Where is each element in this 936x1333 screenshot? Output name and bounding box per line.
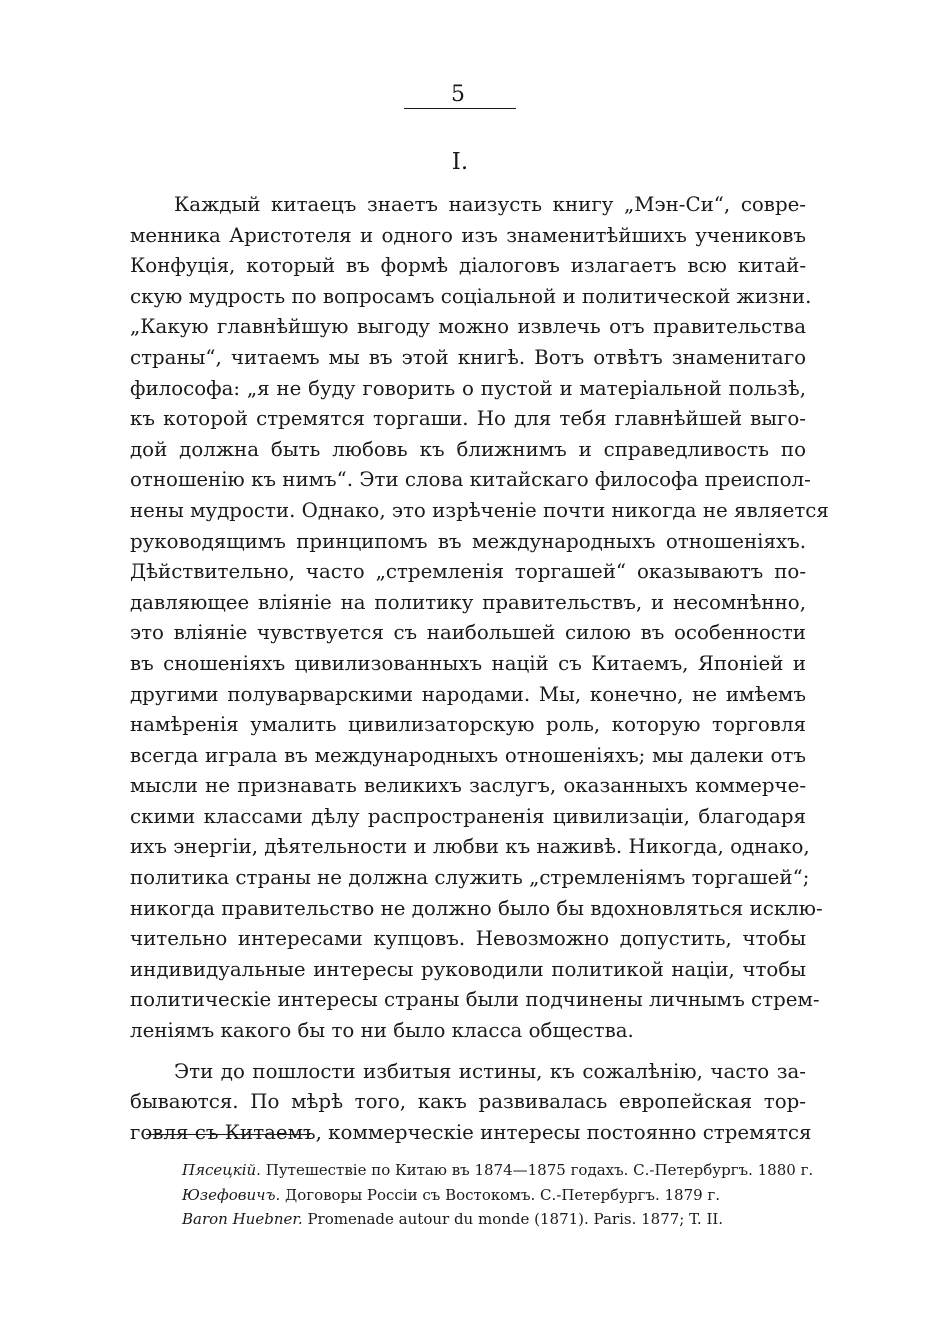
text-line: индивидуальные интересы руководили политикой націи, чтобы — [130, 957, 806, 981]
paragraph-1 — [130, 190, 829, 1047]
text-line: бываются. По мѣрѣ того, какъ развивалась европейская тор- — [130, 1090, 806, 1114]
footnote — [182, 1158, 814, 1183]
text-line: страны“, читаемъ мы въ этой книгѣ. Вотъ отвѣтъ знаменитаго — [130, 345, 806, 369]
text-line: нены мудрости. Однако, это изрѣченіе почти никогда не является — [130, 498, 829, 522]
header-rule — [404, 108, 516, 109]
text-line: менника Аристотеля и одного изъ знаменитѣйшихъ учениковъ — [130, 223, 806, 247]
text-line: это вліяніе чувствуется съ наибольшей силою въ особенности — [130, 621, 806, 645]
footnote-author: Юзефовичъ. — [182, 1185, 281, 1204]
text-line: философа: „я не буду говорить о пустой и матеріальной пользѣ, — [130, 376, 806, 400]
text-line: „Какую главнѣйшую выгоду можно извлечь отъ правительства — [130, 315, 806, 339]
text-line: леніямъ какого бы то ни было класса общества. — [130, 1019, 634, 1043]
text-line: къ которой стремятся торгаши. Но для тебя главнѣйшей выго- — [130, 407, 806, 431]
text-line: политика страны не должна служить „стремленіямъ торгашей“; — [130, 866, 810, 890]
footnote-author: Пясецкій. — [182, 1161, 261, 1179]
text-line: говля съ Китаемъ, коммерческіе интересы постоянно стремятся — [130, 1120, 812, 1144]
text-line: ихъ энергіи, дѣятельности и любви къ наживѣ. Никогда, однако, — [130, 835, 810, 859]
text-line: скими классами дѣлу распространенія цивилизаціи, благодаря — [130, 804, 806, 828]
text-line: чительно интересами купцовъ. Невозможно допустить, чтобы — [130, 927, 806, 951]
text-line: отношенію къ нимъ“. Эти слова китайскаго философа преиспол- — [130, 468, 811, 492]
chapter-heading: I. — [451, 149, 469, 175]
page-number: 5 — [451, 82, 465, 107]
text-line: скую мудрость по вопросамъ соціальной и политической жизни. — [130, 284, 812, 308]
text-line: никогда правительство не должно было бы вдохновляться исклю- — [130, 896, 823, 920]
footnote — [182, 1207, 804, 1232]
text-line: Эти до пошлости избитыя истины, къ сожалѣнію, часто за- — [174, 1059, 806, 1083]
footnote-author: Baron Huebner. — [182, 1210, 303, 1228]
text-line: политическіе интересы страны были подчинены личнымъ стрем- — [130, 988, 820, 1012]
text-line: намѣренія умалить цивилизаторскую роль, которую торговля — [130, 713, 806, 737]
footnote-text: Договоры Россіи съ Востокомъ. С.-Петербургъ. 1879 г. — [285, 1185, 721, 1204]
footnote-text: Promenade autour du monde (1871). Paris. 1877; T. II. — [307, 1210, 724, 1228]
text-line: мысли не признавать великихъ заслугъ, оказанныхъ коммерче- — [130, 774, 806, 798]
text-line: всегда играла въ международныхъ отношеніяхъ; мы далеки отъ — [130, 743, 806, 767]
text-line: въ сношеніяхъ цивилизованныхъ націй съ Китаемъ, Японіей и — [130, 651, 806, 675]
footnote-text: Путешествіе по Китаю въ 1874—1875 годахъ. С.-Петербургъ. 1880 г. — [265, 1161, 814, 1179]
text-line: давляющее вліяніе на политику правительствъ, и несомнѣнно, — [130, 590, 806, 614]
text-line: другими полуварварскими народами. Мы, конечно, не имѣемъ — [130, 682, 806, 706]
body-text — [130, 190, 829, 1148]
text-line: дой должна быть любовь къ ближнимъ и справедливость по — [130, 437, 806, 461]
footnotes — [182, 1158, 814, 1232]
text-line: Каждый китаецъ знаетъ наизусть книгу „Мэн-Си“, совре- — [174, 193, 806, 216]
text-line: Дѣйствительно, часто „стремленія торгашей“ оказываютъ по- — [130, 560, 806, 584]
footnote — [182, 1183, 804, 1208]
text-line: руководящимъ принципомъ въ международныхъ отношеніяхъ. — [130, 529, 806, 553]
text-line: Конфуція, который въ формѣ діалоговъ излагаетъ всю китай- — [130, 254, 806, 278]
footnote-rule — [146, 1134, 310, 1135]
